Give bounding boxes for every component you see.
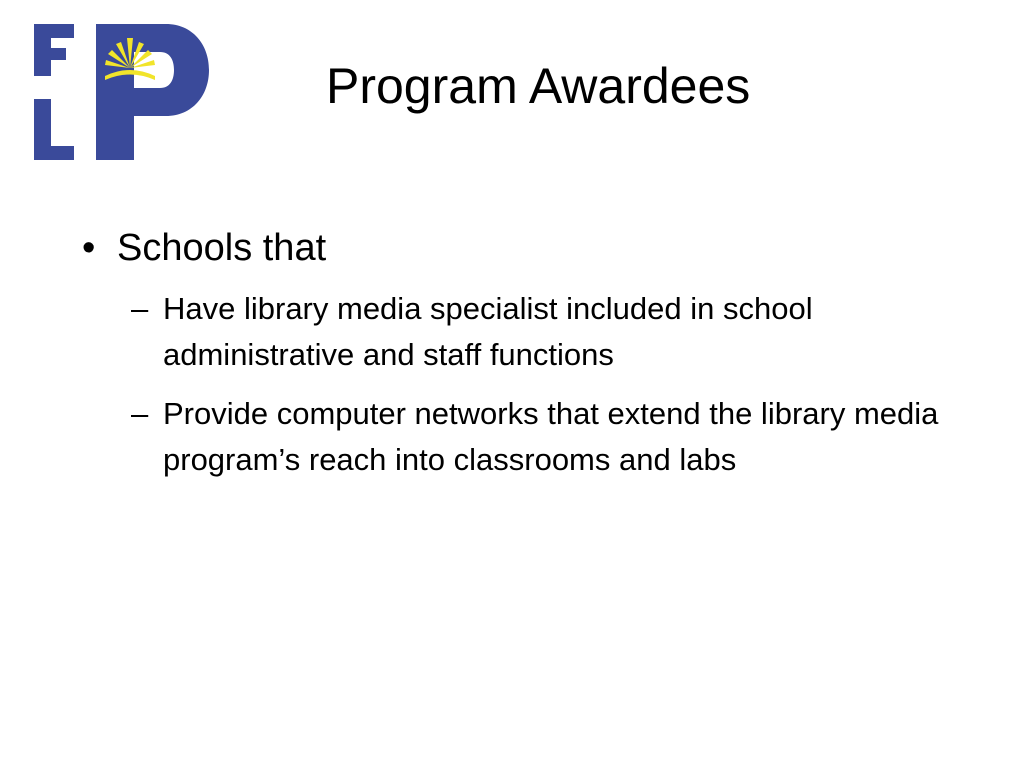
sub-bullet-marker: –	[131, 291, 149, 326]
bullet-text: Schools that	[117, 227, 327, 269]
bullet-marker: •	[82, 227, 96, 269]
sub-bullet-text: Have library media specialist included in school administrative and staff functions	[163, 291, 813, 372]
bullet-item	[82, 226, 326, 270]
slide-title: Program Awardees	[326, 58, 751, 114]
sub-bullet-item	[131, 391, 991, 483]
sub-bullet-item	[131, 286, 991, 378]
sub-bullet-marker: –	[131, 396, 149, 431]
sub-bullet-text: Provide computer networks that extend the library media program’s reach into classrooms and labs	[163, 396, 939, 477]
